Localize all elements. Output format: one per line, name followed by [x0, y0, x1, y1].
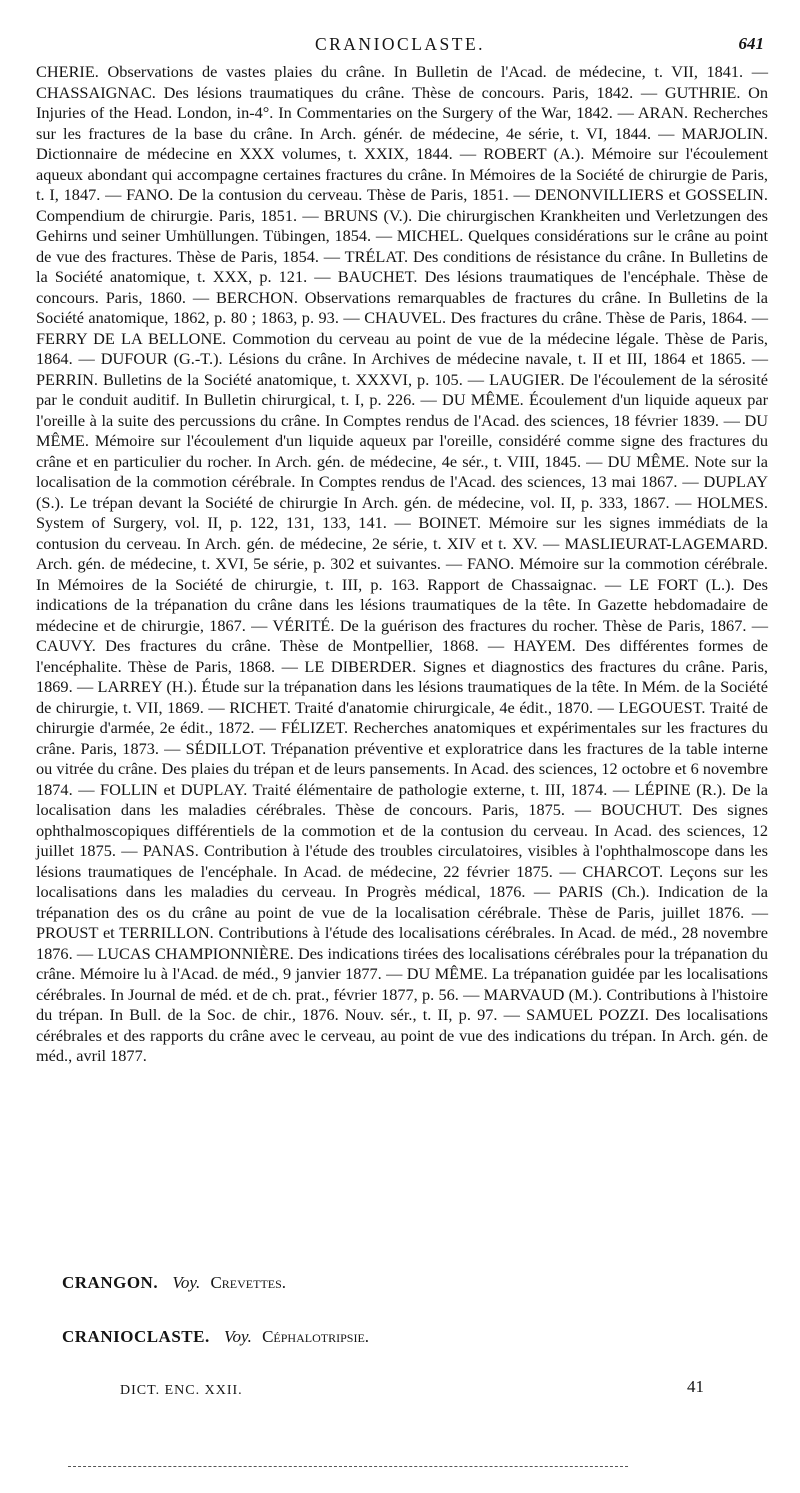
sheet-number: 41 — [687, 1377, 704, 1396]
entry-headword: CRANGON. — [62, 1273, 159, 1292]
running-title: CRANIOCLASTE. — [314, 34, 486, 54]
bibliography-paragraph: CHERIE. Observations de vastes plaies du crâne. In Bulletin de l'Acad. de médecine, t. VII, 1841. — CHASSAIGNAC. Des lésions traumatiques du crâne. Thèse de concours. Paris, 1842. — GUTHRIE. On Injuries of the Head. London, in-4°. In Commentaries on the Surgery of the War, 1842. — ARAN. Recherches sur les fractures de la base du crâne. In Arch. génér. de médecine, 4e série, t. VI, 1844. — MARJOLIN. Dictionnaire de médecine en XXX volumes, t. XXIX, 1844. — ROBERT (A.). Mémoire sur l'écoulement aqueux abondant qui accompagne certaines fractures du crâne. In Mémoires de la Société de chirurgie de Paris, t. I, 1847. — FANO. De la contusion du cerveau. Thèse de Paris, 1851. — DENONVILLIERS et GOSSELIN. Compendium de chirurgie. Paris, 1851. — BRUNS (V.). Die chirurgischen Krankheiten und Verletzungen des Gehirns und seiner Umhüllungen. Tübingen, 1854. — MICHEL. Quelques considérations sur le crâne au point de vue des fractures. Thèse de Paris, 1854. — TRÉLAT. Des conditions de résistance du crâne. In Bulletins de la Société anatomique, t. XXX, p. 121. — BAUCHET. Des lésions traumatiques de l'encéphale. Thèse de concours. Paris, 1860. — BERCHON. Observations remarquables de fractures du crâne. In Bulletins de la Société anatomique, 1862, p. 80 ; 1863, p. 93. — CHAUVEL. Des fractures du crâne. Thèse de Paris, 1864. — FERRY DE LA BELLONE. Commotion du cerveau au point de vue de la médecine légale. Thèse de Paris, 1864. — DUFOUR (G.-T.). Lésions du crâne. In Archives de médecine navale, t. II et III, 1864 et 1865. — PERRIN. Bulletins de la Société anatomique, t. XXXVI, p. 105. — LAUGIER. De l'écoulement de la sérosité par le conduit auditif. In Bulletin chirurgical, t. I, p. 226. — DU MÊME. Écoulement d'un liquide aqueux par l'oreille à la suite des percussions du crâne. In Comptes rendus de l'Acad. des sciences, 18 février 1839. — DU MÊME. Mémoire sur l'écoulement d'un liquide aqueux par l'oreille, considéré comme signe des fractures du crâne et en particulier du rocher. In Arch. gén. de médecine, 4e sér., t. VIII, 1845. — DU MÊME. Note sur la localisation de la commotion cérébrale. In Comptes rendus de l'Acad. des sciences, 13 mai 1867. — DUPLAY (S.). Le trépan devant la Société de chirurgie In Arch. gén. de médecine, vol. II, p. 333, 1867. — HOLMES. System of Surgery, vol. II, p. 122, 131, 133, 141. — BOINET. Mémoire sur les signes immédiats de la contusion du cerveau. In Arch. gén. de médecine, 2e série, t. XIV et t. XV. — MASLIEURAT-LAGEMARD. Arch. gén. de médecine, t. XVI, 5e série, p. 302 et suivantes. — FANO. Mémoire sur la commotion cérébrale. In Mémoires de la Société de chirurgie, t. III, p. 163. Rapport de Chassaignac. — LE FORT (L.). Des indications de la trépanation du crâne dans les lésions traumatiques de la tête. In Gazette hebdomadaire de médecine et de chirurgie, 1867. — VÉRITÉ. De la guérison des fractures du rocher. Thèse de Paris, 1867. — CAUVY. Des fractures du crâne. Thèse de Montpellier, 1868. — HAYEM. Des différentes formes de l'encéphalite. Thèse de Paris, 1868. — LE DIBERDER. Signes et diagnostics des fractures du crâne. Paris, 1869. — LARREY (H.). Étude sur la trépanation dans les lésions traumatiques de la tête. In Mém. de la Société de chirurgie, t. VII, 1869. — RICHET. Traité d'anatomie chirurgicale, 4e édit., 1870. — LEGOUEST. Traité de chirurgie d'armée, 2e édit., 1872. — FÉLIZET. Recherches anatomiques et expérimentales sur les fractures du crâne. Paris, 1873. — SÉDILLOT. Trépanation préventive et exploratrice dans les fractures de la table interne ou vitrée du crâne. Des plaies du trépan et de leurs pansements. In Acad. des sciences, 12 octobre et 6 novembre 1874. — FOLLIN et DUPLAY. Traité élémentaire de pathologie externe, t. III, 1874. — LÉPINE (R.). De la localisation dans les maladies cérébrales. Thèse de concours. Paris, 1875. — BOUCHUT. Des signes ophthalmoscopiques différentiels de la commotion et de la contusion du cerveau. In Acad. des sciences, 12 juillet 1875. — PANAS. Contribution à l'étude des troubles circulatoires, visibles à l'ophthalmoscope dans les lésions traumatiques de l'encéphale. In Acad. de médecine, 22 février 1875. — CHARCOT. Leçons sur les localisations dans les maladies du cerveau. In Progrès médical, 1876. — PARIS (Ch.). Indication de la trépanation des os du crâne au point de vue de la localisation cérébrale. Thèse de Paris, juillet 1876. — PROUST et TERRILLON. Contributions à l'étude des localisations cérébrales. In Acad. de méd., 28 novembre 1876. — LUCAS CHAMPIONNIÈRE. Des indications tirées des localisations cérébrales pour la trépanation du crâne. Mémoire lu à l'Acad. de méd., 9 janvier 1877. — DU MÊME. La trépanation guidée par les localisations cérébrales. In Journal de méd. et de ch. prat., février 1877, p. 56. — MARVAUD (M.). Contributions à l'histoire du trépan. In Bull. de la Soc. de chir., 1876. Nouv. sér., t. II, p. 97. — SAMUEL POZZI. Des localisations cérébrales et des rapports du crâne avec le cerveau, au point de vue des indications du trépan. In Arch. gén. de méd., avril 1877. — [36, 62, 768, 1065]
entry-headword: CRANIOCLASTE. — [62, 1327, 210, 1346]
entry-cranioclaste — [62, 1327, 369, 1347]
footer-signature: DICT. ENC. XXII. — [120, 1383, 243, 1398]
entry-cross-reference: Céphalotripsie. — [262, 1327, 370, 1346]
dotted-rule-divider — [68, 1466, 628, 1467]
running-head — [36, 34, 764, 58]
page-number: 641 — [738, 34, 764, 53]
entry-voy: Voy. — [172, 1273, 201, 1292]
entry-cross-reference: Crevettes. — [210, 1273, 287, 1292]
entry-voy: Voy. — [223, 1327, 252, 1346]
page-footer — [120, 1377, 704, 1401]
entry-crangon — [62, 1273, 286, 1293]
